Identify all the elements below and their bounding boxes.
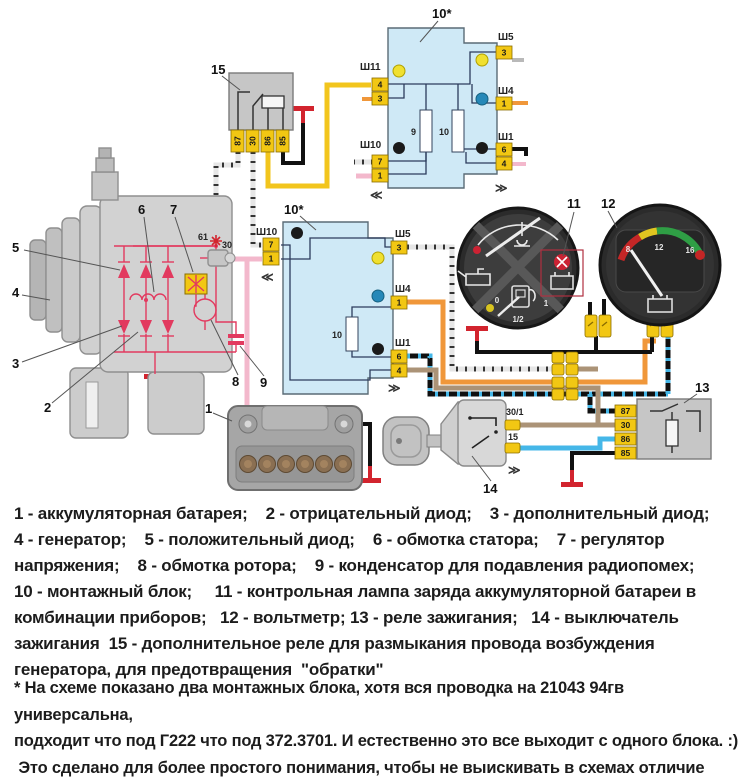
relay15-pin-label: 85 [278,136,288,146]
relay15-pin-label: 86 [263,136,273,146]
fuel-tick: 1 [544,299,549,308]
marker-dot-black [393,142,405,154]
marker-dot-yellow [476,54,488,66]
fuse-10 [452,110,464,152]
component-legend [14,501,740,683]
callout-10-top: 10* [432,6,452,21]
footnote [14,675,744,781]
arrow-right-icon: ≫ [508,463,521,477]
terminal-15-label: 15 [508,432,518,442]
pin-label: 4 [502,159,507,169]
ground-icon [466,326,488,341]
pin-label: 1 [397,298,402,308]
callout-2: 2 [44,400,51,415]
footnote-line: подходит что под Г222 что под 372.3701. И естественно это все выходит с одного блока. :) [14,728,744,755]
pin-label: 3 [378,94,383,104]
pin-label: 4 [397,366,402,376]
relay15-pin-label: 30 [248,136,258,146]
callout-5: 5 [12,240,19,255]
callout-9: 9 [260,375,267,390]
pin-label: 7 [269,240,274,250]
ground-icon [292,106,314,123]
pin-label: 3 [502,48,507,58]
arrow-right-icon: ≫ [388,381,401,395]
fuse-label: 9 [411,127,416,137]
callout-13: 13 [695,380,709,395]
fuse-block-mid [256,202,411,395]
legend-line: 4 - генератор; 5 - положительный диод; 6 - обмотка статора; 7 - регулятор [14,527,740,553]
terminal-30-label: 30 [222,240,232,250]
capacitor-icon [228,334,244,338]
fuse-label: 10 [439,127,449,137]
legend-line: комбинации приборов; 12 - вольтметр; 13 - реле зажигания; 14 - выключатель [14,605,740,631]
callout-4: 4 [12,285,20,300]
connector-label: Ш4 [395,284,411,295]
relay-15 [211,62,293,152]
pin-label: 4 [378,80,383,90]
connector-label: Ш10 [360,140,382,151]
pin-label: 6 [397,352,402,362]
relay13-pin-label: 30 [621,420,631,430]
pin-label: 7 [378,157,383,167]
fuse-9 [420,110,432,152]
fuel-tick: 1/2 [512,315,524,324]
battery [205,401,362,490]
volt-tick: 12 [655,243,664,252]
ground-icon [561,470,583,487]
instrument-cluster [458,196,583,328]
callout-14: 14 [483,481,498,496]
marker-dot-black [476,142,488,154]
fuse-label: 10 [332,330,342,340]
relay15-pin-label: 87 [233,136,243,146]
low-fuel-dot [486,304,494,312]
callout-3: 3 [12,356,19,371]
volt-tick: 8 [626,245,631,254]
callout-6: 6 [138,202,145,217]
voltmeter [600,196,720,325]
marker-dot-yellow [372,252,384,264]
callout-12: 12 [601,196,615,211]
terminal-61-label: 61 [198,232,208,242]
relay13-pin-label: 87 [621,406,631,416]
wire-black-relay13-ground [572,453,615,470]
relay13-pin-label: 85 [621,448,631,458]
voltmeter-red-dot [695,250,705,260]
pin-label: 1 [269,254,274,264]
callout-10-mid: 10* [284,202,304,217]
connector-label: Ш11 [360,62,381,73]
callout-15: 15 [211,62,225,77]
arrow-left-icon: ≪ [370,188,383,202]
marker-dot-black [372,343,384,355]
legend-line: 10 - монтажный блок; 11 - контрольная лампа заряда аккумуляторной батареи в [14,579,740,605]
pin-label: 1 [378,171,383,181]
legend-line: генератора, для предотвращения "обратки" [14,657,740,683]
pin-label: 6 [502,145,507,155]
pin-label: 3 [397,243,402,253]
connector-label: Ш10 [256,227,278,238]
ignition-switch [383,400,524,496]
wire-lightblue-ignition-relay13 [520,439,615,448]
fuel-tick: 0 [495,296,500,305]
footnote-line: Это сделано для более простого понимания, чтобы не выискивать в схемах отличие [14,755,744,781]
callout-1: 1 [205,401,212,416]
legend-line: напряжения; 8 - обмотка ротора; 9 - конденсатор для подавления радиопомех; [14,553,740,579]
footnote-line: * На схеме показано два монтажных блока, хотя вся проводка на 21043 94гв универсальна, [14,675,744,728]
connector-label: Ш4 [498,86,514,97]
fuse-10-mid [346,317,358,351]
connector-label: Ш1 [498,132,514,143]
arrow-right-icon: ≫ [495,181,508,195]
legend-line: зажигания 15 - дополнительное реле для размыкания провода возбуждения [14,631,740,657]
inline-connector-pair-cluster [585,315,611,337]
marker-dot-blue [372,290,384,302]
connector-label: Ш5 [395,229,411,240]
volt-tick: 16 [686,246,695,255]
fuse-block-top [360,6,514,202]
terminal-30-1-label: 30/1 [506,407,524,417]
marker-dot-yellow [393,65,405,77]
connector-label: Ш1 [395,338,411,349]
marker-dot-black [291,227,303,239]
ignition-key [383,417,429,465]
connector-label: Ш5 [498,32,514,43]
legend-line: 1 - аккумуляторная батарея; 2 - отрицательный диод; 3 - дополнительный диод; [14,501,740,527]
callout-7: 7 [170,202,177,217]
relay13-pin-label: 86 [621,434,631,444]
pin-label: 1 [502,99,507,109]
arrow-left-icon: ≪ [261,270,274,284]
callout-8: 8 [232,374,239,389]
wire-blueblack-sh1-relay13 [407,337,668,411]
callout-11: 11 [567,196,581,211]
marker-dot-blue [476,93,488,105]
